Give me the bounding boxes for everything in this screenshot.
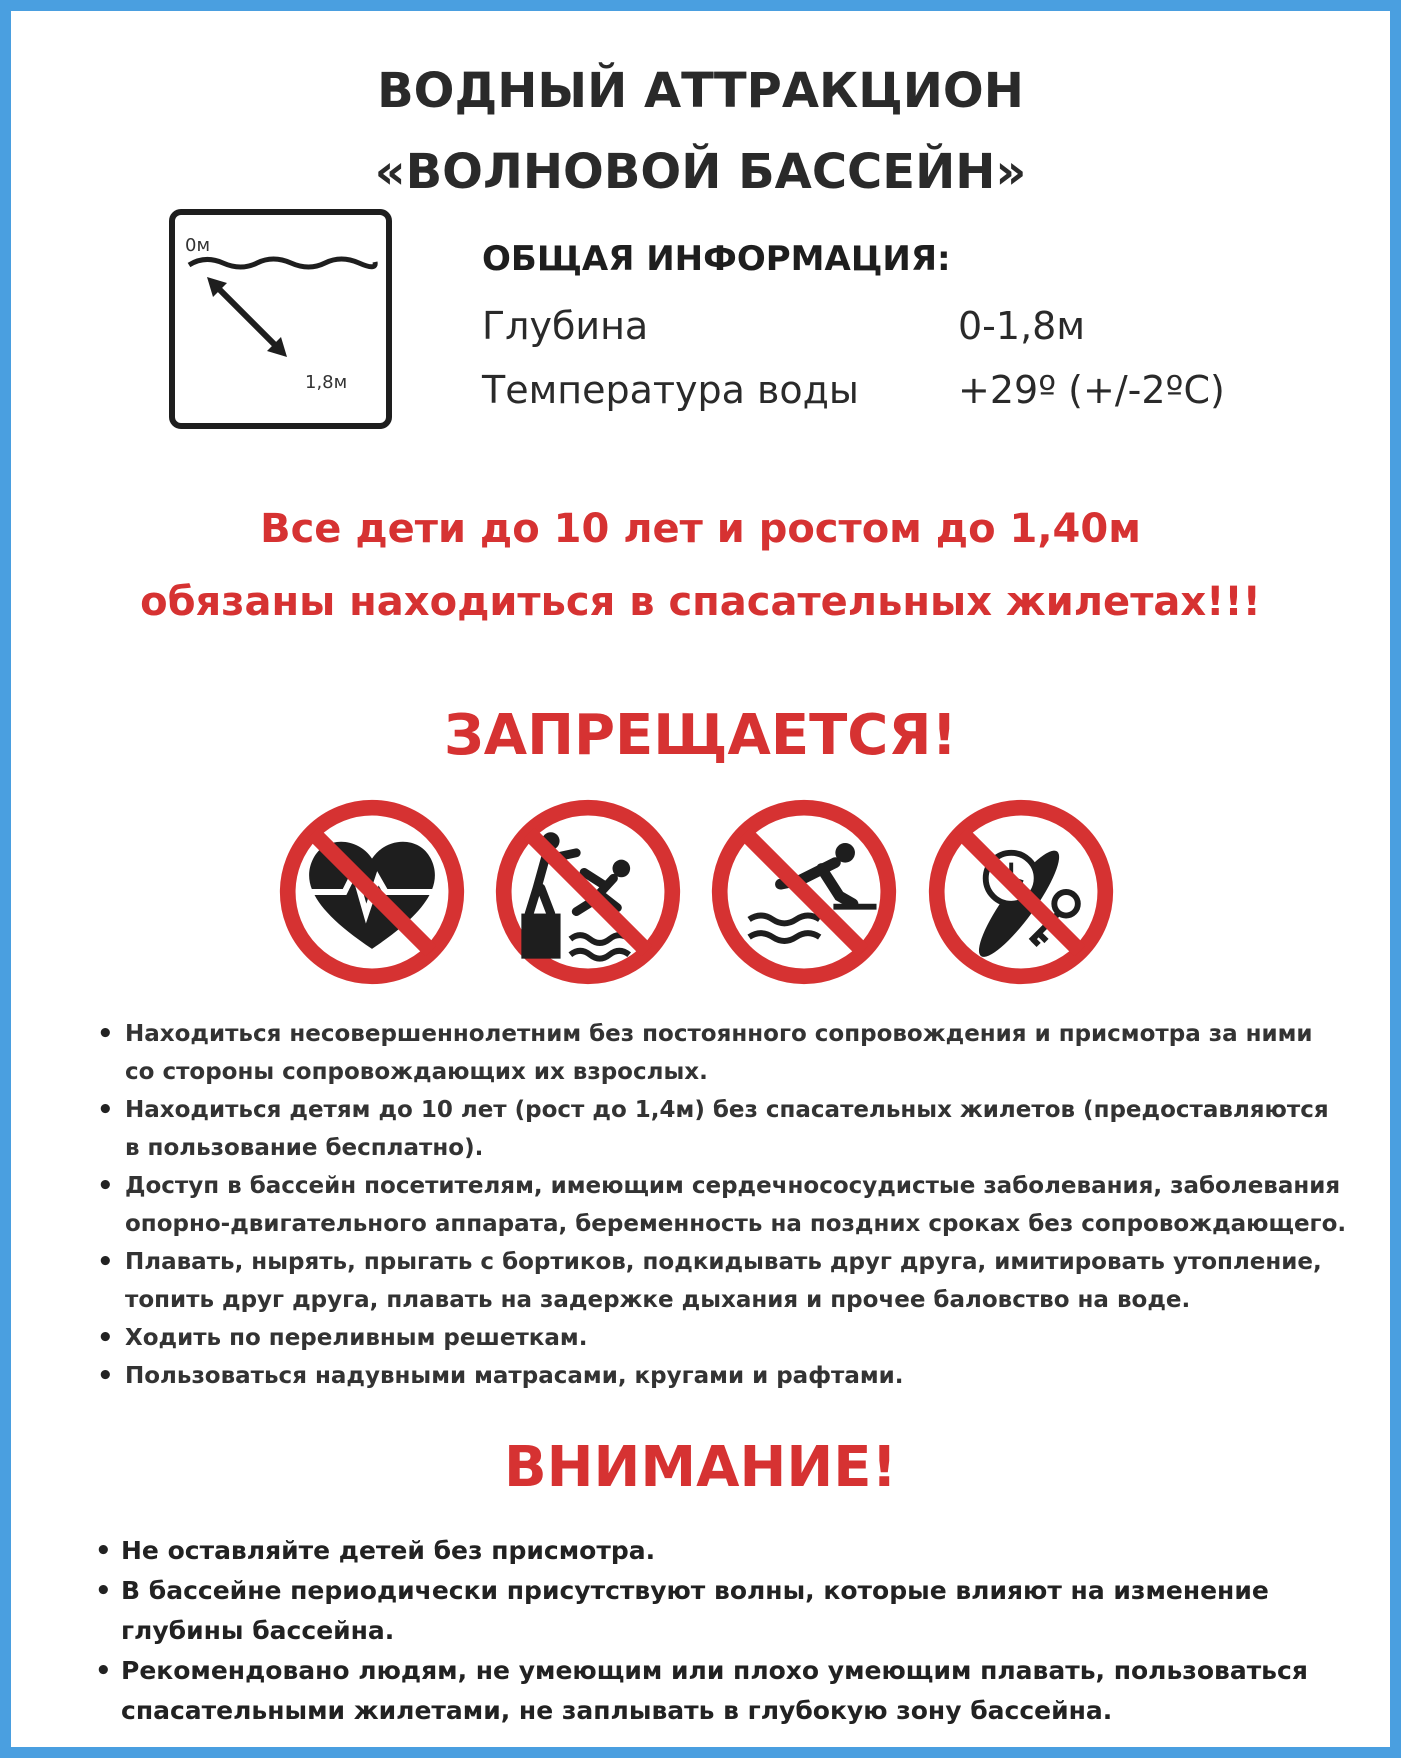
poster-title-line1: ВОДНЫЙ АТТРАКЦИОН: [377, 63, 1024, 119]
info-row-depth: [482, 304, 1085, 348]
attention-list: [91, 1531, 1371, 1731]
forbidden-title: ЗАПРЕЩАЕТСЯ!: [443, 703, 958, 768]
list-item: • Плавать, нырять, прыгать с бортиков, подкидывать друг друга, имитировать утопление, топить друг друга, плавать на задержке дыхания и прочее баловство на воде.: [91, 1243, 1361, 1319]
depth-top-label: 0м: [185, 235, 211, 256]
info-value: +29º (+/-2ºC): [958, 368, 1225, 412]
list-item: • Рекомендовано людям, не умеющим или плохо умеющим плавать, пользоваться спасательными жилетами, не заплывать в глубокую зону бассейна.: [91, 1651, 1371, 1731]
forbidden-rules-list: [91, 1015, 1361, 1395]
list-item: • Доступ в бассейн посетителям, имеющим сердечнососудистые заболевания, заболевания опорно-двигательного аппарата, беременность на поздних сроках без сопровождающего.: [91, 1167, 1361, 1243]
depth-diagram: [169, 209, 392, 429]
info-label: Глубина: [482, 304, 649, 348]
warning-line1: Все дети до 10 лет и ростом до 1,40м: [260, 506, 1141, 552]
info-value: 0-1,8м: [958, 304, 1085, 348]
attention-title: ВНИМАНИЕ!: [503, 1435, 897, 1500]
poster-sheet: [11, 11, 1390, 1747]
list-item: • Не оставляйте детей без присмотра.: [91, 1531, 1371, 1571]
list-item: • Находиться детям до 10 лет (рост до 1,4м) без спасательных жилетов (предоставляются в пользование бесплатно).: [91, 1091, 1361, 1167]
list-item: • Ходить по переливным решеткам.: [91, 1319, 1361, 1357]
list-item: • Пользоваться надувными матрасами, кругами и рафтами.: [91, 1357, 1361, 1395]
info-row-temperature: [482, 368, 1225, 412]
no-items-icon: [923, 794, 1119, 990]
info-heading: ОБЩАЯ ИНФОРМАЦИЯ:: [482, 239, 951, 279]
list-item: • В бассейне периодически присутствуют волны, которые влияют на изменение глубины бассейна.: [91, 1571, 1371, 1651]
info-label: Температура воды: [482, 368, 859, 412]
depth-bottom-label: 1,8м: [305, 372, 348, 393]
no-pushing-icon: [490, 794, 686, 990]
list-item: • Находиться несовершеннолетним без постоянного сопровождения и присмотра за ними со стороны сопровождающих их взрослых.: [91, 1015, 1361, 1091]
poster-title-line2: «ВОЛНОВОЙ БАССЕЙН»: [374, 144, 1027, 200]
warning-line2: обязаны находиться в спасательных жилетах!!!: [140, 579, 1261, 625]
heart-condition-icon: [274, 794, 470, 990]
no-diving-icon: [706, 794, 902, 990]
